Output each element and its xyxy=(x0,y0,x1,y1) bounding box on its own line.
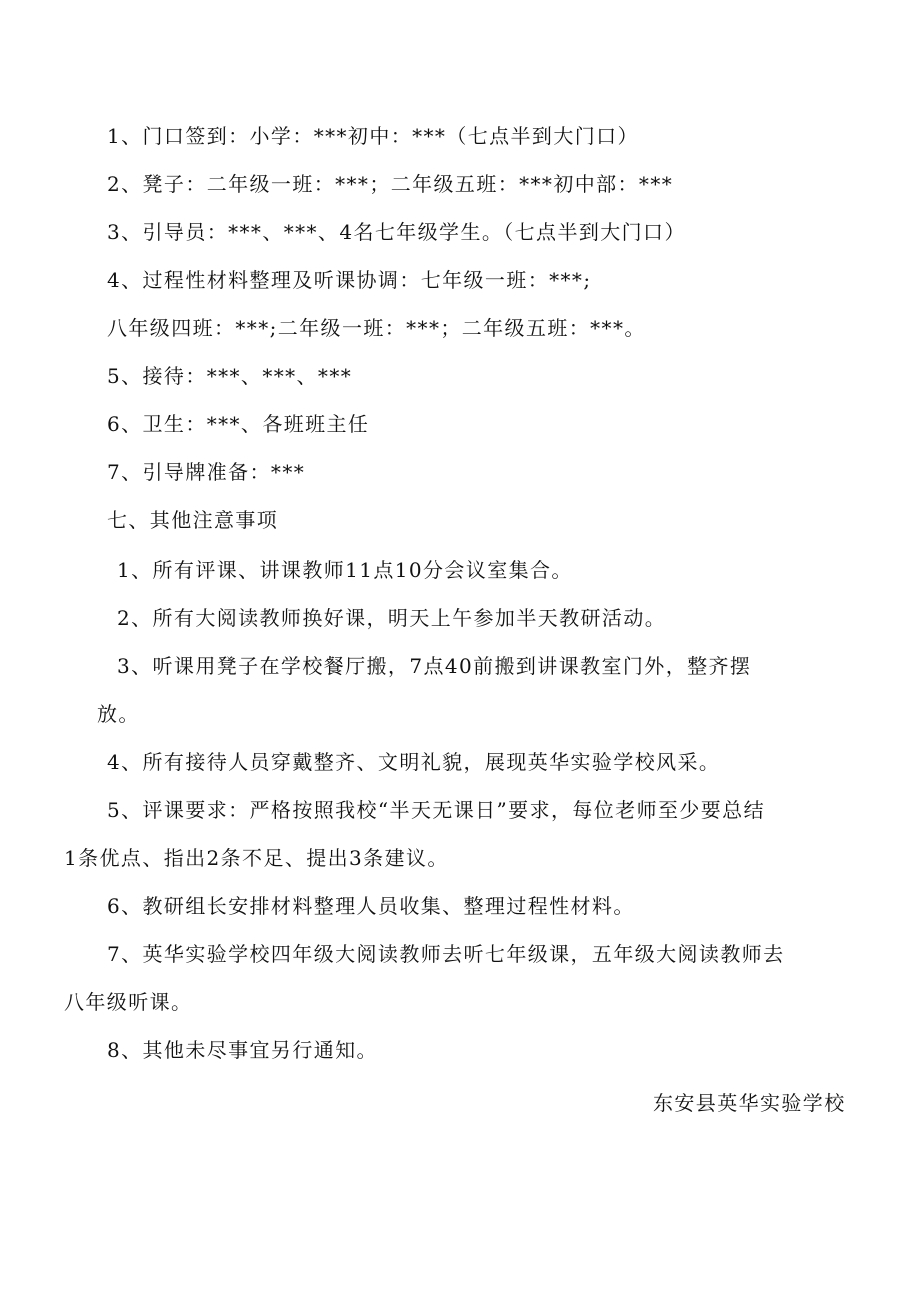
note-line-5: 5、评课要求：严格按照我校“半天无课日”要求，每位老师至少要总结 xyxy=(107,798,765,822)
signature-school-name: 东安县英华实验学校 xyxy=(653,1091,846,1115)
note-line-3: 3、听课用凳子在学校餐厅搬，7点40前搬到讲课教室门外，整齐摆 xyxy=(117,654,752,678)
duty-line-7: 7、引导牌准备：*** xyxy=(107,460,306,484)
duty-line-6: 6、卫生：***、各班班主任 xyxy=(107,412,370,436)
duty-line-1: 1、门口签到：小学：***初中：***（七点半到大门口） xyxy=(107,124,639,148)
duty-line-4-cont: 八年级四班：***;二年级一班：***；二年级五班：***。 xyxy=(107,316,646,340)
note-line-4: 4、所有接待人员穿戴整齐、文明礼貌，展现英华实验学校风采。 xyxy=(107,750,721,774)
note-line-5-cont: 1条优点、指出2条不足、提出3条建议。 xyxy=(64,846,449,870)
note-line-7: 7、英华实验学校四年级大阅读教师去听七年级课，五年级大阅读教师去 xyxy=(107,942,785,966)
duty-line-4: 4、过程性材料整理及听课协调：七年级一班：***; xyxy=(107,268,592,292)
duty-line-3: 3、引导员：***、***、4名七年级学生。（七点半到大门口） xyxy=(107,220,686,244)
note-line-3-cont: 放。 xyxy=(97,702,140,726)
section-heading: 七、其他注意事项 xyxy=(107,508,279,532)
note-line-1: 1、所有评课、讲课教师11点10分会议室集合。 xyxy=(117,558,573,582)
note-line-2: 2、所有大阅读教师换好课，明天上午参加半天教研活动。 xyxy=(117,606,667,630)
note-line-7-cont: 八年级听课。 xyxy=(64,990,193,1014)
duty-line-5: 5、接待：***、***、*** xyxy=(107,364,353,388)
duty-line-2: 2、凳子：二年级一班：***；二年级五班：***初中部：*** xyxy=(107,172,674,196)
note-line-6: 6、教研组长安排材料整理人员收集、整理过程性材料。 xyxy=(107,894,635,918)
note-line-8: 8、其他未尽事宜另行通知。 xyxy=(107,1038,378,1062)
